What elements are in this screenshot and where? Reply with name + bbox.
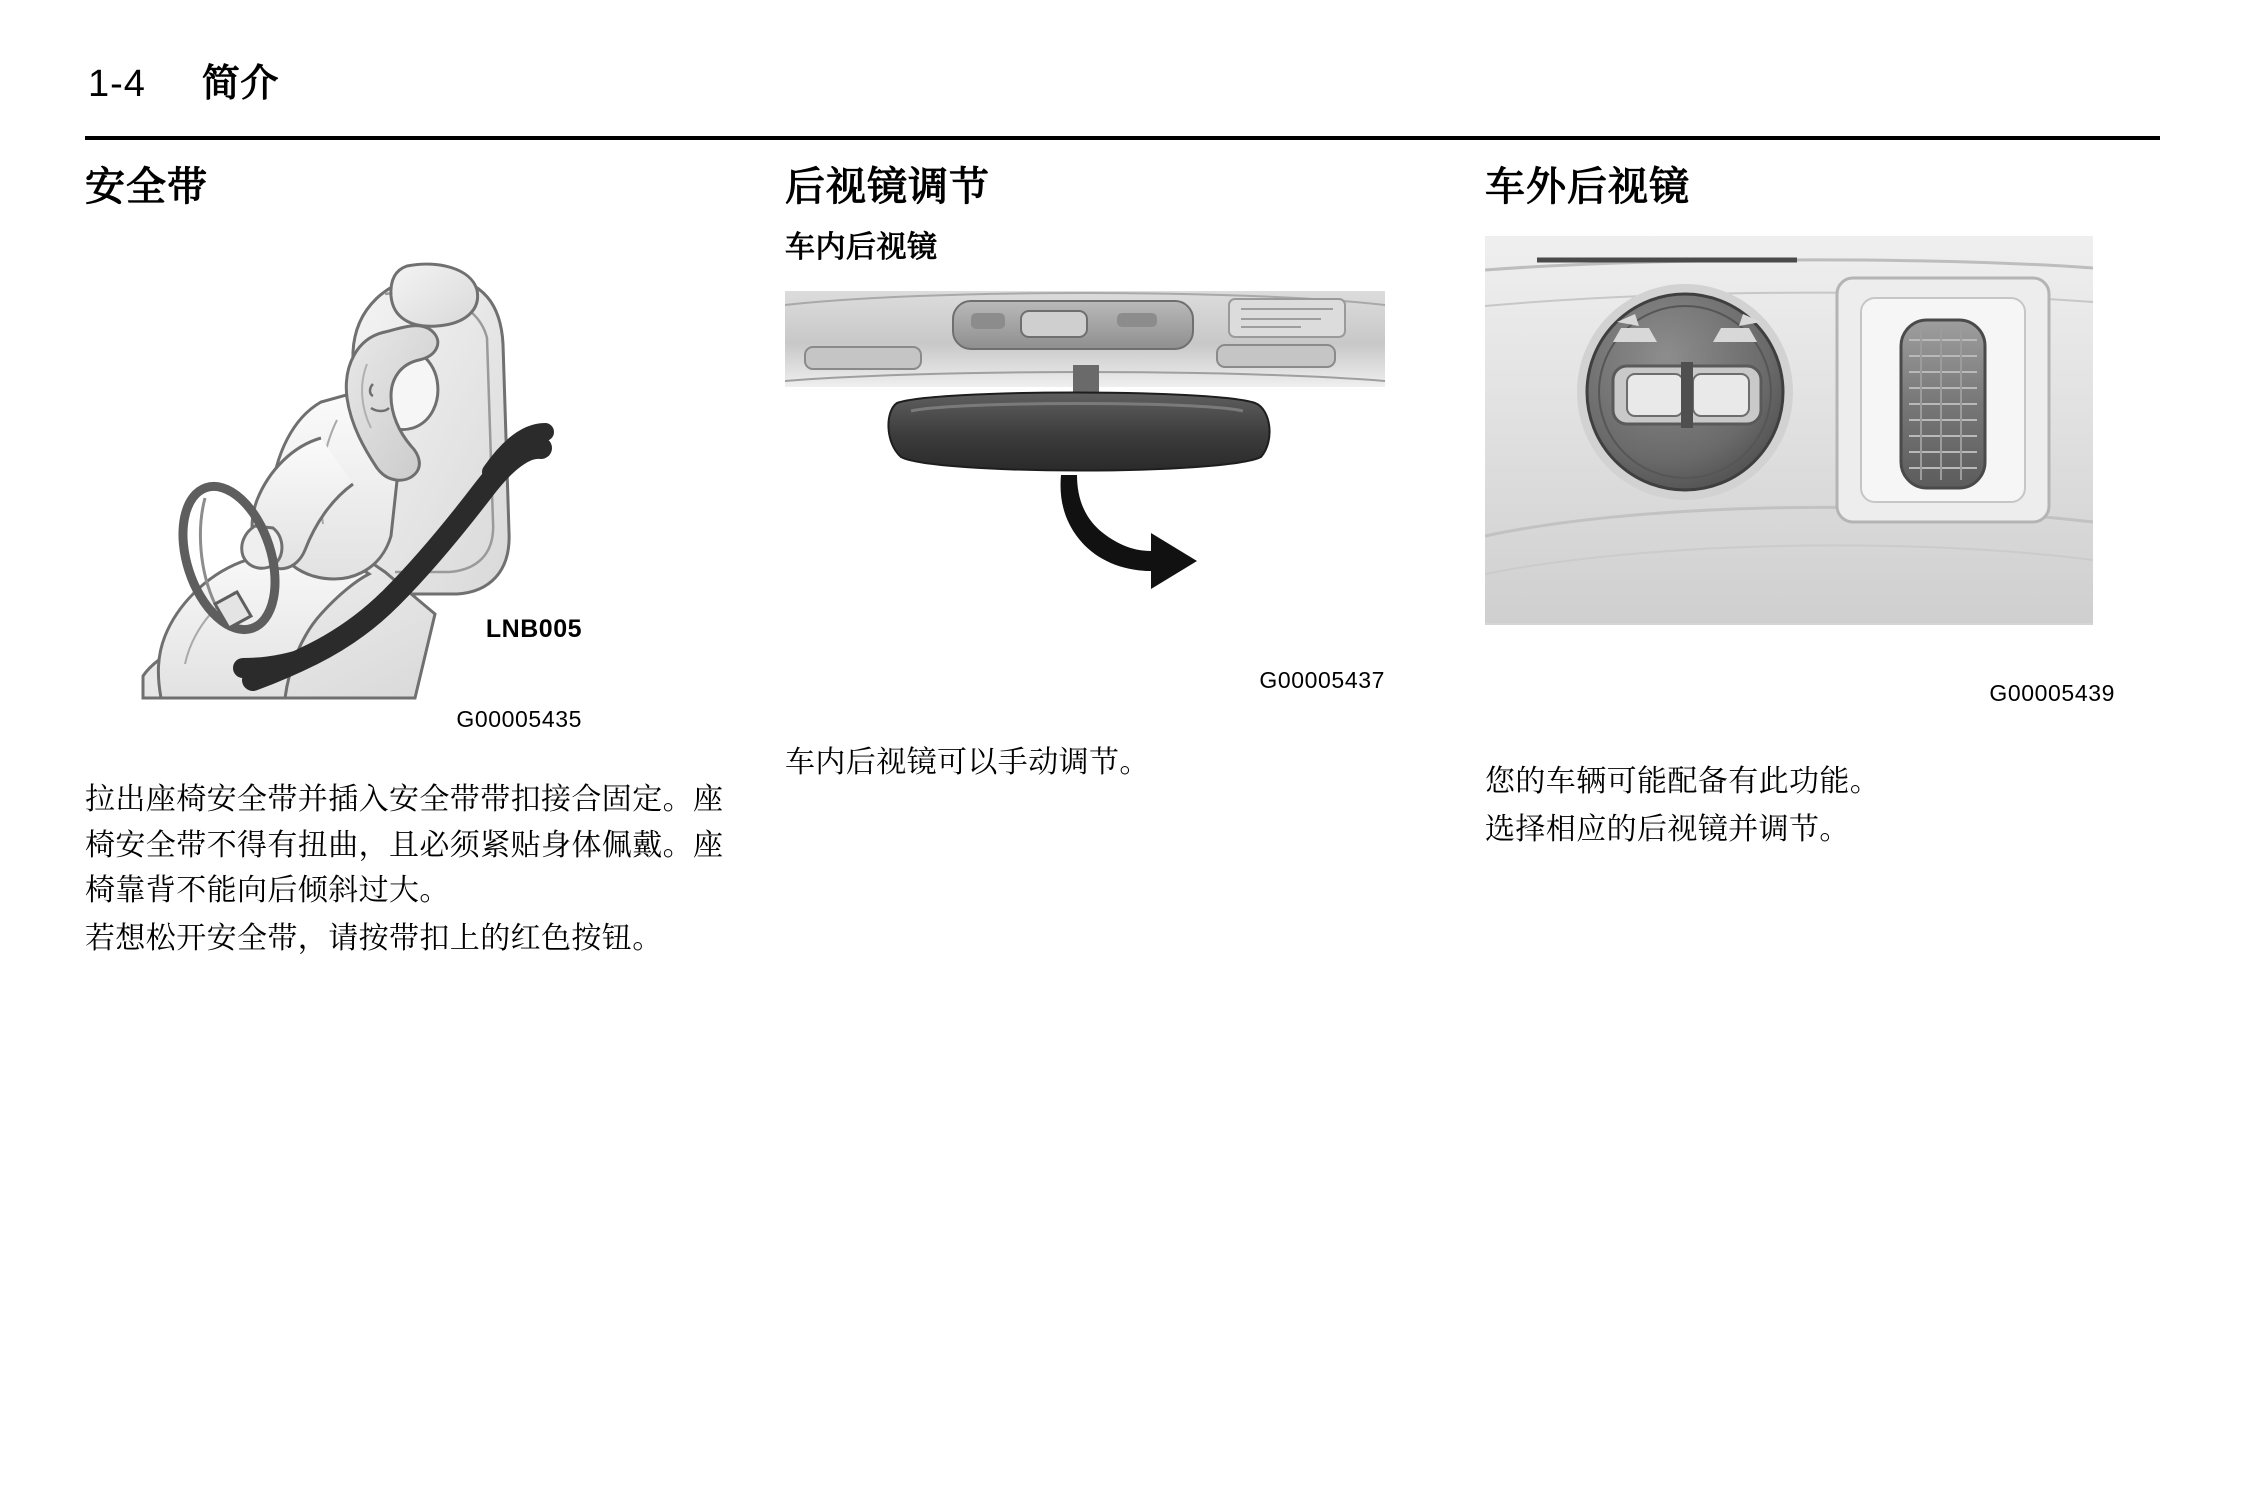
- header-divider: [85, 136, 2160, 140]
- paragraph-seat-belt-1: 拉出座椅安全带并插入安全带带扣接合固定。座椅安全带不得有扭曲，且必须紧贴身体佩戴。座椅靠背不能向后倾斜过大。: [85, 783, 724, 908]
- paragraph-exterior-mirror-1: 您的车辆可能配备有此功能。: [1485, 765, 1881, 798]
- paragraph-interior-mirror-1: 车内后视镜可以手动调节。: [785, 745, 1150, 779]
- page-title: 简介: [201, 63, 279, 105]
- paragraph-seat-belt-2: 若想松开安全带，请按带扣上的红色按钮。: [85, 921, 663, 955]
- paragraph-exterior-mirror-2: 选择相应的后视镜并调节。: [1485, 812, 1850, 846]
- column-mirror-adjust: [785, 160, 1425, 961]
- figure-seat-belt: [85, 232, 725, 702]
- section-heading-exterior-mirror: 车外后视镜: [1485, 165, 1690, 209]
- page-number: 1-4: [88, 63, 146, 105]
- figure-id-interior-mirror: G00005437: [1259, 666, 1385, 693]
- content-columns: [85, 160, 2165, 961]
- column-exterior-mirror: [1485, 160, 2125, 961]
- exterior-mirror-switch-icon: [1485, 236, 2093, 664]
- text-block-exterior-mirror: [1485, 759, 2125, 852]
- section-heading-seat-belt: 安全带: [85, 165, 208, 209]
- column-seat-belt: [85, 160, 725, 961]
- figure-exterior-mirror-switch: [1485, 236, 2093, 664]
- figure-id-seat-belt: G00005435: [456, 706, 582, 732]
- seat-belt-illustration-icon: [85, 232, 725, 702]
- interior-rearview-mirror-icon: [785, 285, 1385, 615]
- figure-code-label: LNB005: [485, 615, 582, 643]
- subsection-heading-interior-mirror: 车内后视镜: [785, 231, 938, 264]
- section-heading-mirror-adjust: 后视镜调节: [785, 165, 990, 209]
- page-header: [88, 52, 279, 107]
- text-block-interior-mirror: [785, 740, 1425, 786]
- text-block-seat-belt: [85, 777, 725, 961]
- figure-id-exterior-mirror: G00005439: [1989, 680, 2115, 706]
- figure-interior-mirror: [785, 285, 1385, 615]
